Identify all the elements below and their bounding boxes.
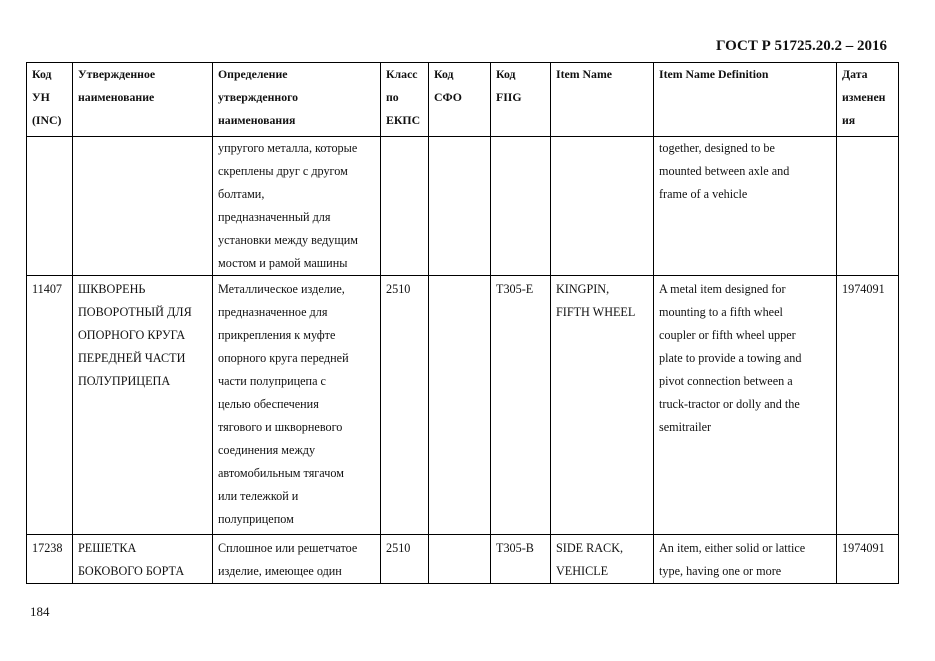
cell-class: 2510 xyxy=(381,276,429,535)
cell-line: полуприцепом xyxy=(218,512,294,526)
cell-line: ПОЛУПРИЦЕПА xyxy=(78,374,171,388)
cell-line: Item Name Definition xyxy=(659,67,769,81)
cell-line: или тележкой и xyxy=(218,489,299,503)
cell-line: truck-tractor or dolly and the xyxy=(659,397,800,411)
cell-line: Код xyxy=(32,67,52,81)
cell-name xyxy=(73,137,213,276)
col-header-sfo xyxy=(429,63,491,137)
cell-line: мостом и рамой машины xyxy=(218,256,348,270)
cell-definition xyxy=(213,276,381,535)
cell-class: 2510 xyxy=(381,535,429,584)
cell-line: прикрепления к муфте xyxy=(218,328,336,342)
cell-item-name xyxy=(551,535,654,584)
cell-line: РЕШЕТКА xyxy=(78,541,137,555)
cell-line: type, having one or more xyxy=(659,564,782,578)
cell-line: SIDE RACK, xyxy=(556,541,624,555)
cell-line: Дата xyxy=(842,67,868,81)
cell-line: изделие, имеющее один xyxy=(218,564,342,578)
cell-line: semitrailer xyxy=(659,420,712,434)
cell-item-definition xyxy=(654,535,837,584)
col-header-class xyxy=(381,63,429,137)
cell-line: Определение xyxy=(218,67,288,81)
catalog-table xyxy=(26,62,899,584)
cell-line: Класс xyxy=(386,67,418,81)
table-header-row xyxy=(27,63,899,137)
col-header-fiig xyxy=(491,63,551,137)
cell-name xyxy=(73,535,213,584)
cell-sfo xyxy=(429,276,491,535)
cell-line: mounting to a fifth wheel xyxy=(659,305,783,319)
cell-line: болтами, xyxy=(218,187,265,201)
cell-line: наименования xyxy=(218,113,296,127)
cell-line: ЕКПС xyxy=(386,113,421,127)
cell-line: по xyxy=(386,90,399,104)
cell-date: 1974091 xyxy=(837,276,899,535)
cell-inc xyxy=(27,137,73,276)
cell-line: утвержденного xyxy=(218,90,299,104)
cell-fiig xyxy=(491,137,551,276)
cell-line: KINGPIN, xyxy=(556,282,610,296)
col-header-item-definition xyxy=(654,63,837,137)
cell-line: FIFTH WHEEL xyxy=(556,305,636,319)
cell-item-name xyxy=(551,137,654,276)
document-header: ГОСТ Р 51725.20.2 – 2016 xyxy=(715,38,887,54)
cell-line: ПОВОРОТНЫЙ ДЛЯ xyxy=(78,305,192,319)
cell-date xyxy=(837,137,899,276)
cell-line: изменен xyxy=(842,90,886,104)
col-header-inc xyxy=(27,63,73,137)
cell-name xyxy=(73,276,213,535)
cell-line: together, designed to be xyxy=(659,141,775,155)
cell-line: mounted between axle and xyxy=(659,164,790,178)
page-number: 184 xyxy=(30,604,50,619)
cell-line: FIIG xyxy=(496,90,522,104)
cell-line: ОПОРНОГО КРУГА xyxy=(78,328,186,342)
cell-line: скреплены друг с другом xyxy=(218,164,348,178)
cell-line: ия xyxy=(842,113,856,127)
cell-item-definition xyxy=(654,276,837,535)
cell-definition xyxy=(213,535,381,584)
cell-fiig: T305-E xyxy=(491,276,551,535)
cell-line: целью обеспечения xyxy=(218,397,319,411)
cell-line: автомобильным тягачом xyxy=(218,466,344,480)
cell-line: упругого металла, которые xyxy=(218,141,358,155)
cell-class xyxy=(381,137,429,276)
cell-line: УН xyxy=(32,90,50,104)
cell-line: ШКВОРЕНЬ xyxy=(78,282,146,296)
cell-line: Сплошное или решетчатое xyxy=(218,541,358,555)
cell-line: установки между ведущим xyxy=(218,233,358,247)
cell-sfo xyxy=(429,137,491,276)
cell-line: предназначенное для xyxy=(218,305,328,319)
cell-inc: 17238 xyxy=(27,535,73,584)
cell-line: Item Name xyxy=(556,67,613,81)
cell-line: A metal item designed for xyxy=(659,282,786,296)
cell-line: опорного круга передней xyxy=(218,351,349,365)
cell-line: соединения между xyxy=(218,443,316,457)
cell-date: 1974091 xyxy=(837,535,899,584)
table-row xyxy=(27,137,899,276)
table-row xyxy=(27,535,899,584)
cell-line: Код xyxy=(434,67,454,81)
cell-line: pivot connection between a xyxy=(659,374,793,388)
cell-line: наименование xyxy=(78,90,155,104)
cell-fiig: T305-B xyxy=(491,535,551,584)
cell-line: An item, either solid or lattice xyxy=(659,541,806,555)
col-header-item-name xyxy=(551,63,654,137)
cell-line: СФО xyxy=(434,90,462,104)
cell-line: БОКОВОГО БОРТА xyxy=(78,564,185,578)
cell-item-definition xyxy=(654,137,837,276)
table-row xyxy=(27,276,899,535)
cell-line: (INC) xyxy=(32,113,62,127)
col-header-name xyxy=(73,63,213,137)
cell-item-name xyxy=(551,276,654,535)
cell-line: Утвержденное xyxy=(78,67,156,81)
cell-line: тягового и шкворневого xyxy=(218,420,343,434)
col-header-date xyxy=(837,63,899,137)
cell-line: ПЕРЕДНЕЙ ЧАСТИ xyxy=(78,351,186,365)
cell-line: plate to provide a towing and xyxy=(659,351,802,365)
cell-line: frame of a vehicle xyxy=(659,187,748,201)
cell-line: coupler or fifth wheel upper xyxy=(659,328,796,342)
cell-line: Код xyxy=(496,67,516,81)
cell-line: предназначенный для xyxy=(218,210,331,224)
col-header-definition xyxy=(213,63,381,137)
cell-definition xyxy=(213,137,381,276)
cell-line: части полуприцепа с xyxy=(218,374,326,388)
cell-line: VEHICLE xyxy=(556,564,609,578)
cell-line: Металлическое изделие, xyxy=(218,282,345,296)
cell-inc: 11407 xyxy=(27,276,73,535)
cell-sfo xyxy=(429,535,491,584)
